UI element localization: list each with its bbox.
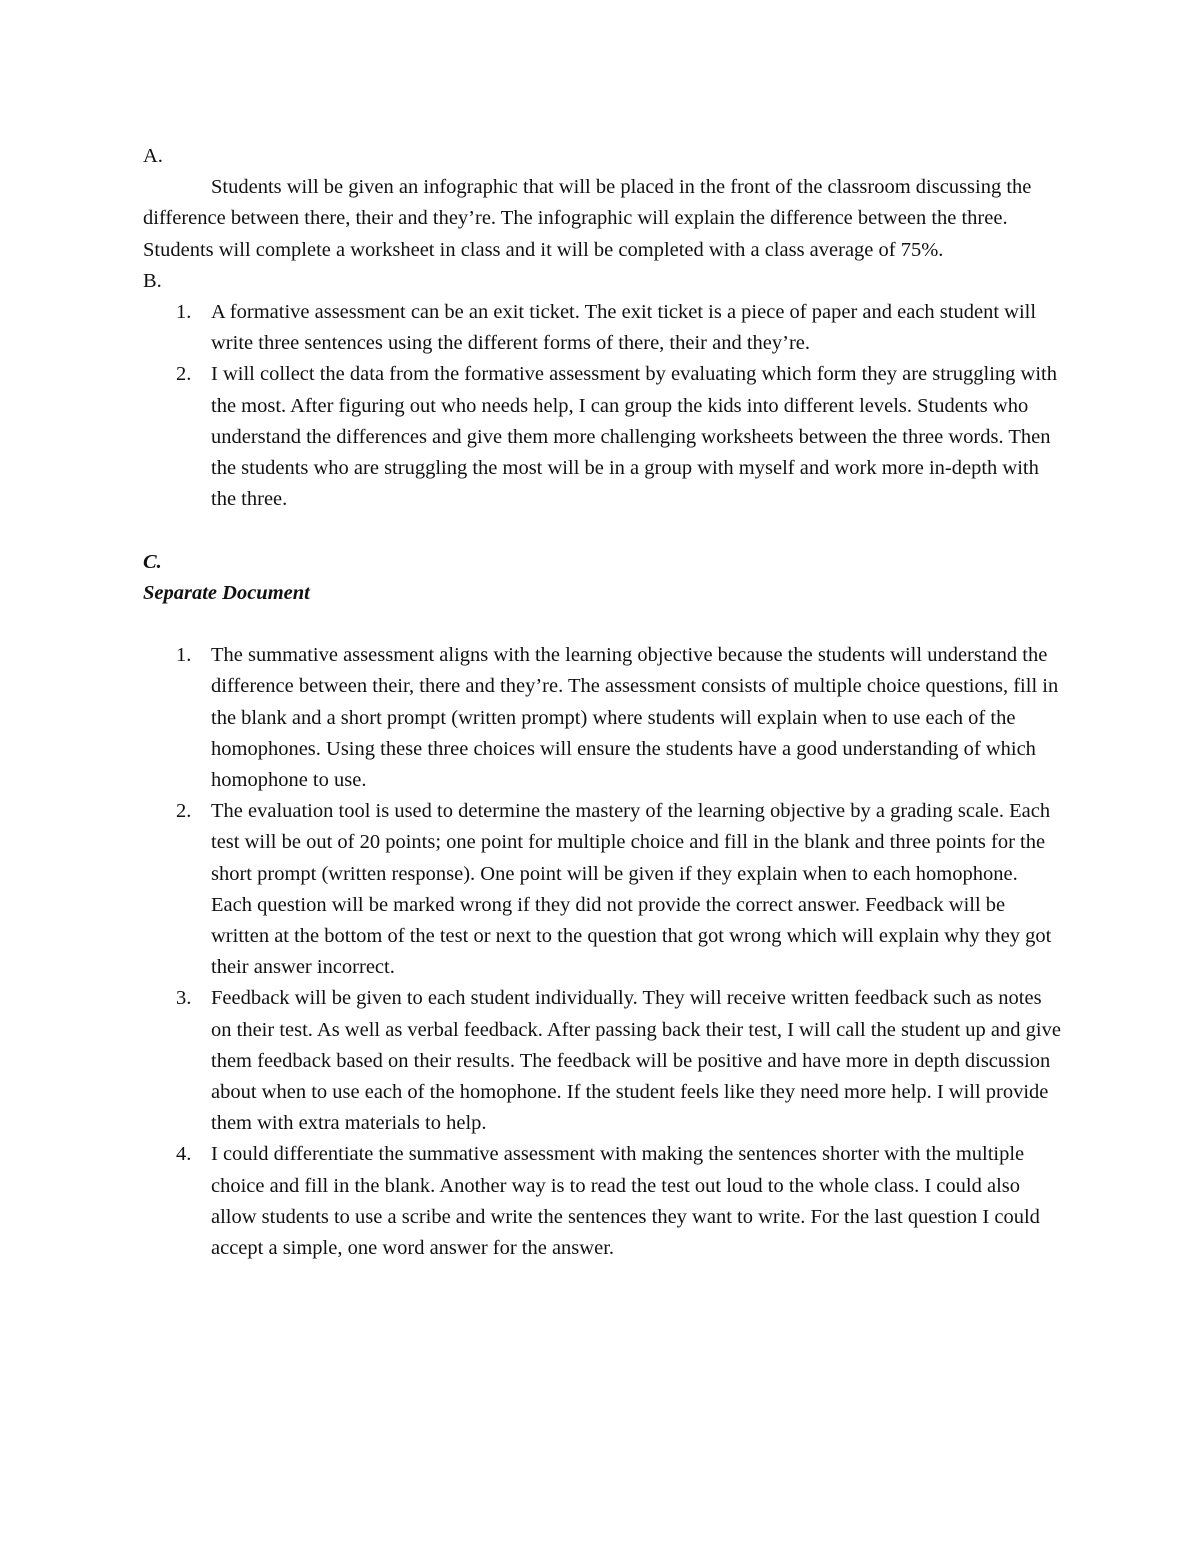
list-item-number: 1. [176,644,192,667]
section-c-heading: C. [143,550,162,573]
list-item [143,297,1063,359]
list-item-number: 3. [176,987,192,1010]
list-item-text: The evaluation tool is used to determine the mastery of the learning objective by a grading scale. Each test will be out of 20 points; one point for multiple choice and fill in the blank and three points for the short prompt (written response). One point will be given if they explain when to each homophone. Each question will be marked wrong if they did not provide the correct answer. Feedback will be written at the bottom of the test or next to the question that got wrong which will explain why they got their answer incorrect. [211,800,1052,979]
list-item-text: The summative assessment aligns with the learning objective because the students will understand the difference between their, there and they’re. The assessment consists of multiple choice questions, fill in the blank and a short prompt (written prompt) where students will explain when to use each of the homophones. Using these three choices will ensure the students have a good understanding of which homophone to use. [211,644,1059,791]
list-item-text: I will collect the data from the formative assessment by evaluating which form they are struggling with the most. After figuring out who needs help, I can group the kids into different levels. Students who understand the differences and give them more challenging worksheets between the three words. Then the students who are struggling the most will be in a group with myself and work more in-depth with the three. [211,363,1057,511]
list-item-number: 2. [176,800,192,823]
list-item [143,359,1063,515]
spacer [143,609,1063,640]
list-item [143,796,1063,983]
section-c-subheading: Separate Document [143,581,310,604]
list-item-text: Feedback will be given to each student individually. They will receive written feedback such as notes on their test. As well as verbal feedback. After passing back their test, I will call the student up and give them feedback based on their results. The feedback will be positive and have more in depth discussion about when to use each of the homophone. If the student feels like they need more help. I will provide them with extra materials to help. [211,987,1061,1135]
list-item-number: 1. [176,300,192,323]
section-b-list [143,297,1063,515]
section-c-list [143,640,1063,1264]
section-a-paragraph: Students will be given an infographic that will be placed in the front of the classroom discussing the difference between there, their and they’re. The infographic will explain the difference between the three. Students will complete a worksheet in class and it will be completed with a class average of 75%. [143,176,1032,261]
document-page [143,141,1063,1264]
list-item-number: 2. [176,363,192,386]
list-item-text: A formative assessment can be an exit ticket. The exit ticket is a piece of paper and each student will write three sentences using the different forms of there, their and they’re. [211,300,1037,355]
list-item-text: I could differentiate the summative assessment with making the sentences shorter with the multiple choice and fill in the blank. Another way is to read the test out loud to the whole class. I could also allow students to use a scribe and write the sentences they want to write. For the last question I could accept a simple, one word answer for the answer. [211,1143,1040,1260]
list-item [143,983,1063,1139]
list-item [143,1139,1063,1264]
section-b-heading: B. [143,269,162,292]
list-item-number: 4. [176,1143,192,1166]
list-item [143,640,1063,796]
section-a-heading: A. [143,145,163,167]
spacer [143,515,1063,546]
